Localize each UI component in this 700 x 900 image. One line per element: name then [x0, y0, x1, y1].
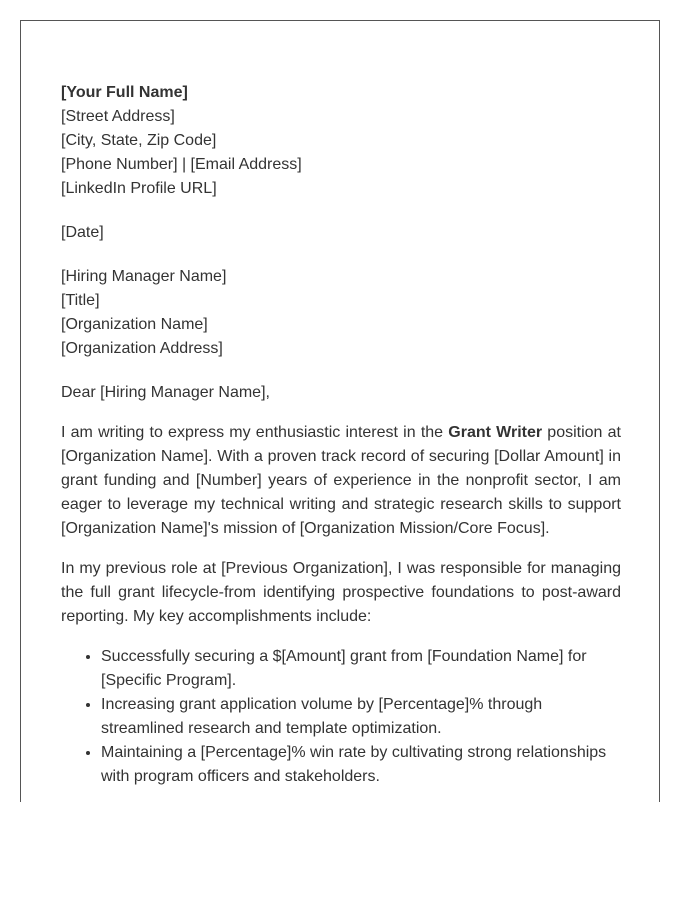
sender-street: [Street Address]	[61, 108, 175, 125]
letter-date: [Date]	[61, 224, 104, 241]
letter-content	[61, 81, 621, 789]
list-item: • Successfully securing a $[Amount] grant from [Foundation Name] for [Specific Program].	[101, 645, 621, 693]
para1-text-before: I am writing to express my enthusiastic interest in the	[61, 424, 449, 441]
list-item: • Maintaining a [Percentage]% win rate by cultivating strong relationships with program officers and stakeholders.	[101, 741, 621, 789]
sender-name: [Your Full Name]	[61, 84, 188, 101]
sender-linkedin: [LinkedIn Profile URL]	[61, 180, 217, 197]
para1-position-title: Grant Writer	[448, 424, 543, 441]
accomplishments-list	[61, 645, 621, 789]
list-item: • Increasing grant application volume by [Percentage]% through streamlined research and template optimization.	[101, 693, 621, 741]
recipient-title: [Title]	[61, 292, 100, 309]
para1-text-after: position at [Organization Name]. With a proven track record of securing [Dollar Amount] in grant funding and [Number] years of experience in the nonprofit sector, I am eager to leverage my technical writing and strategic research skills to support [Organization Name]'s mission of [Organization Mission/Core Focus].	[61, 424, 621, 537]
recipient-org: [Organization Name]	[61, 316, 208, 333]
recipient-name: [Hiring Manager Name]	[61, 268, 227, 285]
body-paragraph-1	[61, 421, 621, 541]
sender-city: [City, State, Zip Code]	[61, 132, 217, 149]
date-block	[61, 221, 621, 245]
recipient-block	[61, 265, 621, 361]
body-paragraph-2: In my previous role at [Previous Organization], I was responsible for managing the full grant lifecycle-from identifying prospective foundations to post-award reporting. My key accomplishments include:	[61, 560, 621, 625]
salutation-block	[61, 381, 621, 405]
salutation: Dear [Hiring Manager Name],	[61, 384, 270, 401]
sender-contact: [Phone Number] | [Email Address]	[61, 156, 302, 173]
sender-block	[61, 81, 621, 201]
letter-page	[20, 20, 660, 802]
recipient-address: [Organization Address]	[61, 340, 223, 357]
